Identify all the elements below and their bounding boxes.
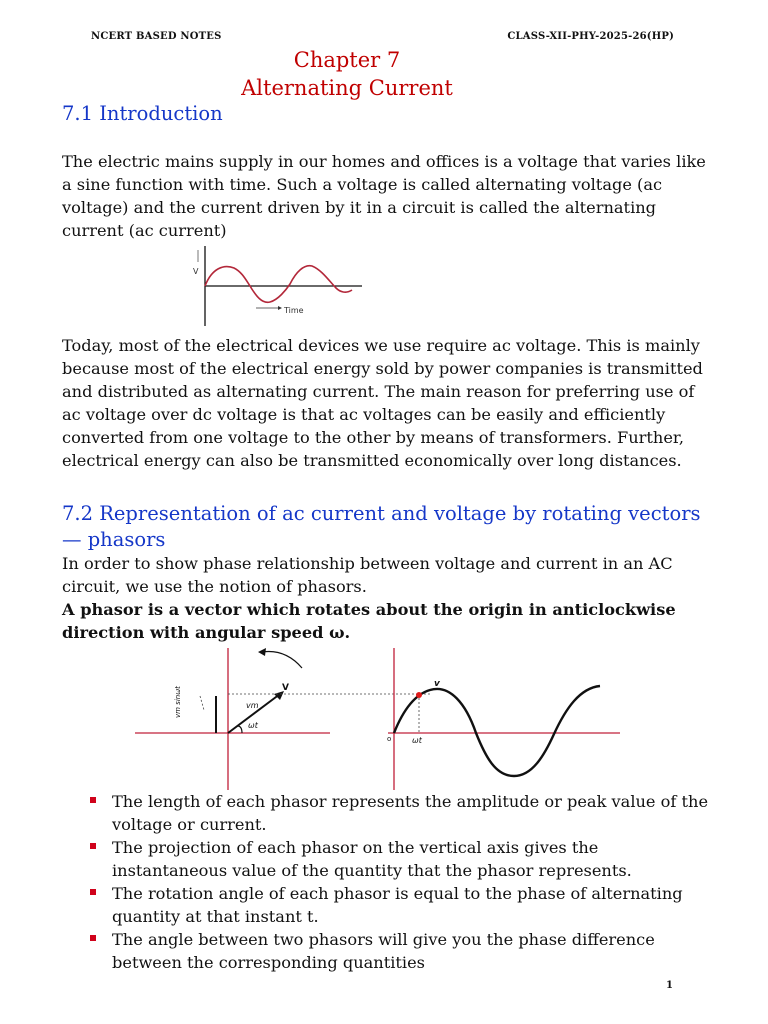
header-left: NCERT BASED NOTES xyxy=(91,31,222,42)
projection-label: vm sinωt xyxy=(174,686,182,718)
phasor-properties-list xyxy=(90,790,710,974)
bullet-square-icon xyxy=(90,843,96,849)
wave-point xyxy=(416,692,422,698)
fig1-sine-wave xyxy=(205,266,352,303)
angle-arc xyxy=(238,726,242,733)
bullet-square-icon xyxy=(90,935,96,941)
bullet-square-icon xyxy=(90,889,96,895)
list-item xyxy=(90,882,710,928)
phasor-vm-label: vm xyxy=(246,701,259,710)
bullet-text: The length of each phasor represents the amplitude or peak value of the voltage or current. xyxy=(112,792,709,834)
ac-voltage-sine-figure xyxy=(190,244,370,326)
page-number: 1 xyxy=(666,980,673,991)
phasor-definition: A phasor is a vector which rotates about the origin in anticlockwise direction with angular speed ω. xyxy=(62,600,676,642)
rotation-arrow xyxy=(262,652,302,668)
list-item xyxy=(90,928,710,974)
section-heading-introduction: 7.1 Introduction xyxy=(62,102,223,125)
wave-origin-label: o xyxy=(387,735,392,743)
fig1-time-arrowhead xyxy=(278,306,282,310)
wave-curve xyxy=(394,686,600,776)
phasor-diagram-figure xyxy=(130,646,690,792)
phasor-angle-label: ωt xyxy=(248,721,258,730)
section-heading-phasors: 7.2 Representation of ac current and voltage by rotating vectors — phasors xyxy=(62,502,701,551)
bullet-square-icon xyxy=(90,797,96,803)
wave-v-label: v xyxy=(434,679,440,689)
rotation-arrowhead xyxy=(258,648,266,656)
bullet-text: The projection of each phasor on the vertical axis gives the instantaneous value of the quantity that the phasor represents. xyxy=(112,838,632,880)
chapter-title: Alternating Current xyxy=(241,76,453,100)
chapter-number: Chapter 7 xyxy=(293,48,401,72)
list-item xyxy=(90,790,710,836)
fig1-x-label: Time xyxy=(284,306,304,315)
bullet-text: The rotation angle of each phasor is equal to the phase of alternating quantity at that instant t. xyxy=(112,884,683,926)
intro-paragraph-1: The electric mains supply in our homes and offices is a voltage that varies like a sine function with time. Such a voltage is called alternating voltage (ac voltage) and the current driven by it in a circuit is called the alternating current (ac current) xyxy=(62,152,706,240)
phasor-vec-label: V xyxy=(282,683,289,693)
fig1-y-label: V xyxy=(193,267,199,276)
list-item xyxy=(90,836,710,882)
projection-arrow-line xyxy=(200,696,204,710)
bullet-text: The angle between two phasors will give you the phase difference between the corresponding quantities xyxy=(112,930,655,972)
phasor-paragraph-1: In order to show phase relationship between voltage and current in an AC circuit, we use the notion of phasors. xyxy=(62,554,673,596)
intro-paragraph-2: Today, most of the electrical devices we use require ac voltage. This is mainly because most of the electrical energy sold by power companies is transmitted and distributed as alternating current. The main reason for preferring use of ac voltage over dc voltage is that ac voltages can be easily and efficiently converted from one voltage to the other by means of transformers. Further, electrical energy can also be transmitted economically over long distances. xyxy=(62,336,703,470)
wave-wt-label: ωt xyxy=(412,736,422,745)
header-right: CLASS-XII-PHY-2025-26(HP) xyxy=(507,31,674,42)
